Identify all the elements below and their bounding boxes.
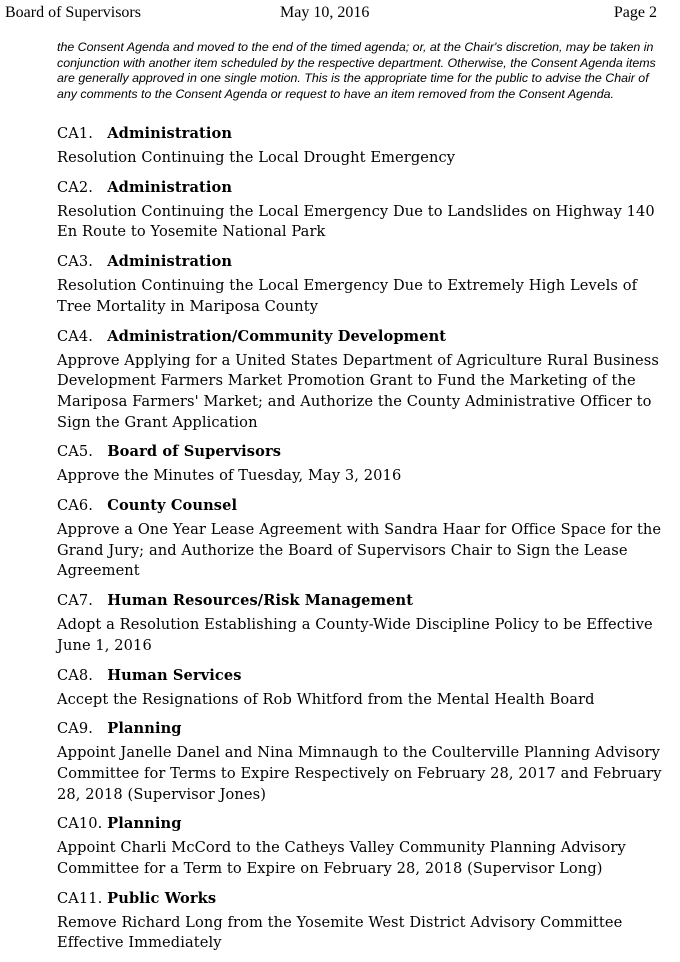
agenda-item-heading <box>57 123 667 144</box>
agenda-item-number: CA2. <box>57 178 94 196</box>
agenda-item-number: CA11. <box>57 889 103 907</box>
agenda-item-department: Administration/Community Development <box>107 327 447 345</box>
agenda-item-heading <box>57 718 667 739</box>
agenda-item-ca3 <box>57 251 667 317</box>
agenda-item-ca6 <box>57 495 667 582</box>
agenda-item-description: Resolution Continuing the Local Emergency Due to Landslides on Highway 140 En Route to Yosemite National Park <box>57 202 655 241</box>
agenda-item-heading <box>57 251 667 272</box>
agenda-item-description: Resolution Continuing the Local Drought Emergency <box>57 149 456 166</box>
agenda-item-number: CA7. <box>57 592 94 610</box>
header-board-name: Board of Supervisors <box>5 4 141 21</box>
consent-agenda-intro: the Consent Agenda and moved to the end of the timed agenda; or, at the Chair's discretion, may be taken in conjunction with another item scheduled by the respective department. Otherwise, the Consent Agenda items are generally approved in one single motion. This is the appropriate time for the public to advise the Chair of any comments to the Consent Agenda or request to have an item removed from the Consent Agenda. <box>57 40 656 101</box>
agenda-item-number: CA3. <box>57 253 94 271</box>
agenda-item-number: CA10. <box>57 815 103 833</box>
agenda-item-number: CA9. <box>57 720 94 738</box>
agenda-item-department: Administration <box>107 125 233 142</box>
agenda-item-heading <box>57 495 667 516</box>
agenda-item-heading <box>57 590 667 611</box>
agenda-item-department: Human Resources/Risk Management <box>107 592 414 610</box>
agenda-item-department: County Counsel <box>107 497 238 515</box>
agenda-item-ca5 <box>57 441 667 487</box>
agenda-item-department: Human Services <box>107 666 242 684</box>
agenda-item-ca1 <box>57 123 667 169</box>
agenda-item-heading <box>57 326 667 347</box>
agenda-item-heading <box>57 441 667 462</box>
agenda-item-ca9 <box>57 718 667 805</box>
agenda-item-department: Administration <box>107 178 233 196</box>
agenda-item-description: Appoint Janelle Danel and Nina Mimnaugh to the Coulterville Planning Advisory Committee for Terms to Expire Respectively on February 28, 2017 and February 28, 2018 (Supervisor Jones) <box>57 744 662 803</box>
agenda-item-department: Board of Supervisors <box>107 443 282 461</box>
consent-agenda-list <box>57 123 667 962</box>
agenda-item-description: Resolution Continuing the Local Emergency Due to Extremely High Levels of Tree Mortality in Mariposa County <box>57 277 638 315</box>
agenda-item-description: Appoint Charli McCord to the Catheys Valley Community Planning Advisory Committee for a Term to Expire on February 28, 2018 (Supervisor Long) <box>57 839 626 878</box>
agenda-item-description: Approve a One Year Lease Agreement with Sandra Haar for Office Space for the Grand Jury; and Authorize the Board of Supervisors Chair to Sign the Lease Agreement <box>57 521 662 580</box>
header-meeting-date: May 10, 2016 <box>280 4 370 21</box>
agenda-item-heading <box>57 177 667 198</box>
agenda-item-ca11 <box>57 888 667 954</box>
agenda-item-number: CA4. <box>57 327 94 345</box>
agenda-item-number: CA1. <box>57 125 94 142</box>
agenda-item-number: CA6. <box>57 497 94 515</box>
agenda-item-ca4 <box>57 326 667 434</box>
agenda-item-department: Administration <box>107 253 233 271</box>
header-page-number: Page 2 <box>613 4 657 21</box>
page-header <box>0 4 680 26</box>
agenda-item-description: Approve the Minutes of Tuesday, May 3, 2016 <box>57 467 402 485</box>
agenda-item-number: CA5. <box>57 443 94 461</box>
agenda-item-ca2 <box>57 177 667 243</box>
agenda-item-ca7 <box>57 590 667 656</box>
agenda-item-heading <box>57 813 667 834</box>
agenda-item-number: CA8. <box>57 666 94 684</box>
agenda-item-department: Planning <box>107 815 182 833</box>
agenda-item-description: Accept the Resignations of Rob Whitford from the Mental Health Board <box>57 690 595 708</box>
agenda-item-heading <box>57 888 667 909</box>
agenda-item-department: Planning <box>107 720 182 738</box>
agenda-item-heading <box>57 665 667 686</box>
agenda-item-description: Adopt a Resolution Establishing a County-Wide Discipline Policy to be Effective June 1, 2016 <box>57 616 653 654</box>
agenda-item-ca8 <box>57 665 667 711</box>
agenda-item-description: Remove Richard Long from the Yosemite West District Advisory Committee Effective Immediately <box>57 913 623 952</box>
agenda-item-ca10 <box>57 813 667 879</box>
agenda-item-description: Approve Applying for a United States Department of Agriculture Rural Business Development Farmers Market Promotion Grant to Fund the Marketing of the Mariposa Farmers' Market; and Authorize the County Administrative Officer to Sign the Grant Application <box>57 351 659 431</box>
agenda-item-department: Public Works <box>107 889 217 907</box>
